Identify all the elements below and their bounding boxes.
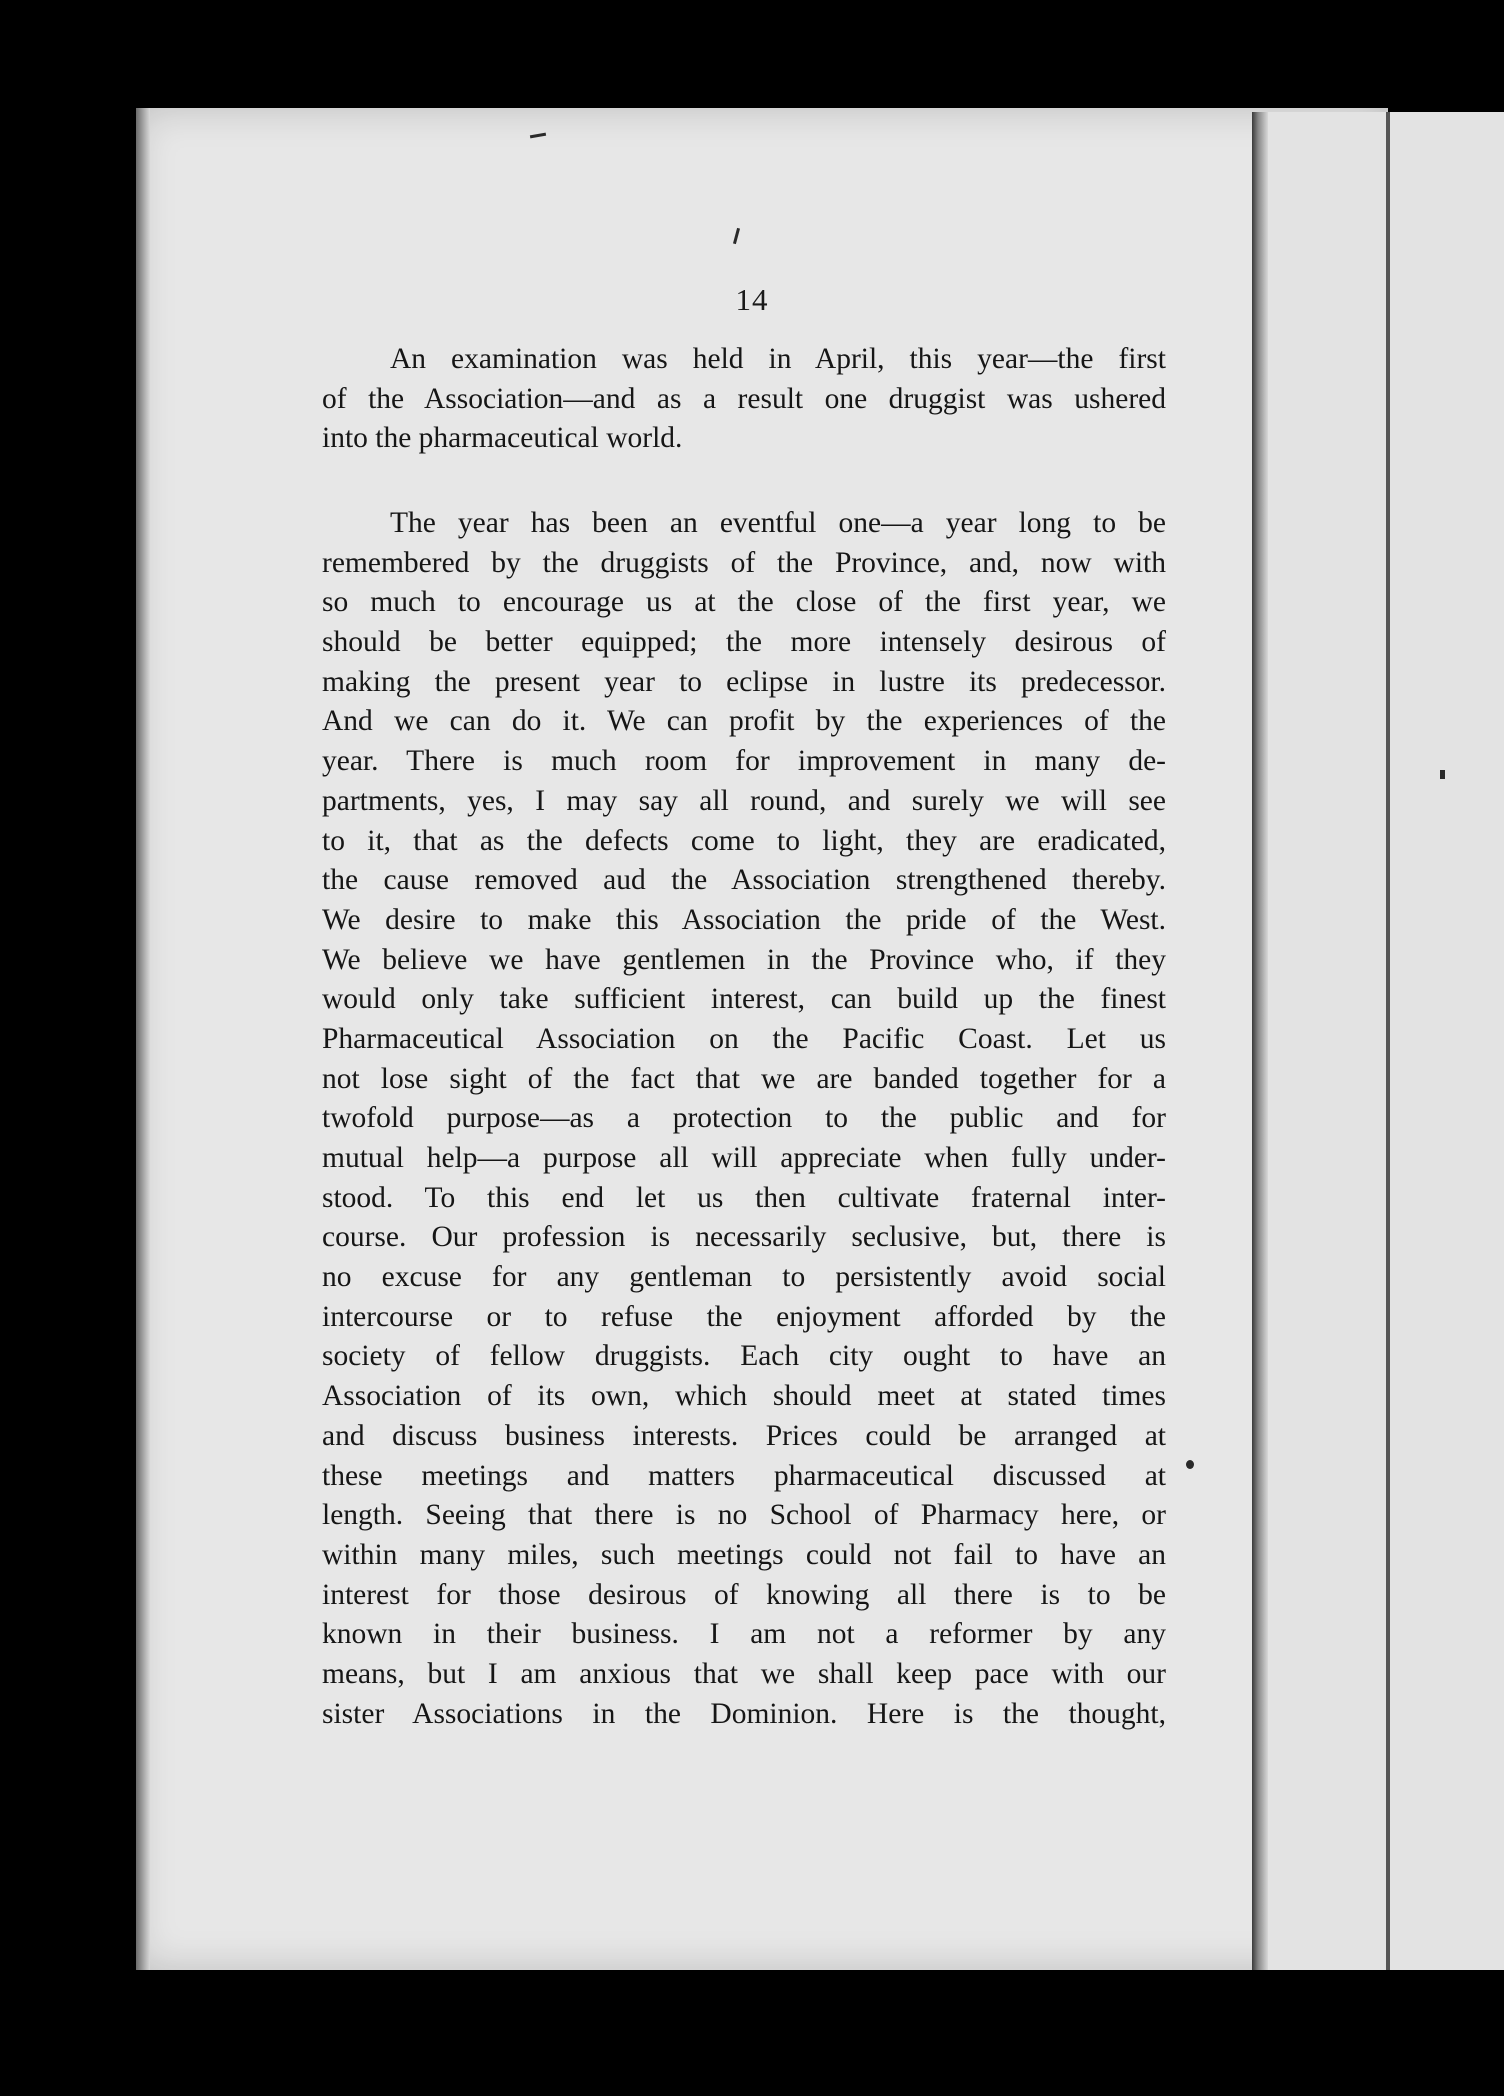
- text-line: so much to encourage us at the close of the first year, we: [322, 586, 1166, 619]
- text-line: to it, that as the defects come to light, they are eradicated,: [322, 824, 1166, 857]
- text-line: no excuse for any gentleman to persistently avoid social: [322, 1261, 1166, 1294]
- page-number: 14: [735, 282, 769, 317]
- paragraph-2: [322, 504, 1166, 1734]
- text-line: making the present year to eclipse in lustre its predecessor.: [322, 665, 1166, 698]
- text-line: stood. To this end let us then cultivate fraternal inter-: [322, 1181, 1166, 1214]
- text-line: The year has been an eventful one—a year long to be: [390, 507, 1166, 539]
- text-line: not lose sight of the fact that we are banded together for a: [322, 1062, 1166, 1095]
- text-line: An examination was held in April, this year—the first: [390, 343, 1166, 375]
- text-line: interest for those desirous of knowing all there is to be: [322, 1578, 1166, 1611]
- text-line: sister Associations in the Dominion. Here is the thought,: [322, 1697, 1166, 1730]
- text-line: the cause removed aud the Association strengthened thereby.: [322, 864, 1166, 897]
- text-line: means, but I am anxious that we shall keep pace with our: [322, 1657, 1166, 1690]
- text-line: mutual help—a purpose all will appreciate when fully under-: [322, 1142, 1166, 1174]
- page-shadow-edge: [136, 108, 150, 1970]
- text-line: length. Seeing that there is no School of Pharmacy here, or: [322, 1499, 1166, 1532]
- page-fold-line: [1252, 112, 1268, 1970]
- text-line: year. There is much room for improvement in many de-: [322, 745, 1166, 778]
- text-line: twofold purpose—as a protection to the public and for: [322, 1102, 1166, 1135]
- text-line: We desire to make this Association the pride of the West.: [322, 903, 1166, 936]
- paragraph-1: [322, 340, 1166, 459]
- text-line: course. Our profession is necessarily seclusive, but, there is: [322, 1221, 1166, 1254]
- text-line: intercourse or to refuse the enjoyment afforded by the: [322, 1300, 1166, 1333]
- text-line: We believe we have gentlemen in the Province who, if they: [322, 943, 1166, 976]
- text-line: remembered by the druggists of the Province, and, now with: [322, 546, 1166, 579]
- adjacent-page-strip: [1268, 112, 1504, 1970]
- text-line: of the Association—and as a result one druggist was ushered: [322, 382, 1166, 415]
- text-line: these meetings and matters pharmaceutical discussed at: [322, 1459, 1166, 1492]
- text-line: within many miles, such meetings could not fail to have an: [322, 1538, 1166, 1571]
- text-line: would only take sufficient interest, can build up the finest: [322, 983, 1166, 1016]
- text-line: known in their business. I am not a reformer by any: [322, 1618, 1166, 1651]
- text-line: into the pharmaceutical world.: [322, 422, 683, 455]
- adjacent-page-edge: [1386, 112, 1390, 1970]
- text-line: partments, yes, I may say all round, and surely we will see: [322, 784, 1166, 817]
- scan-speck: [1440, 770, 1445, 779]
- scan-speck: [1186, 1460, 1194, 1469]
- text-line: society of fellow druggists. Each city ought to have an: [322, 1340, 1166, 1373]
- text-line: Association of its own, which should meet at stated times: [322, 1380, 1166, 1413]
- text-line: should be better equipped; the more intensely desirous of: [322, 626, 1166, 659]
- text-line: And we can do it. We can profit by the experiences of the: [322, 705, 1166, 738]
- text-line: Pharmaceutical Association on the Pacific Coast. Let us: [322, 1022, 1166, 1055]
- text-line: and discuss business interests. Prices could be arranged at: [322, 1419, 1166, 1452]
